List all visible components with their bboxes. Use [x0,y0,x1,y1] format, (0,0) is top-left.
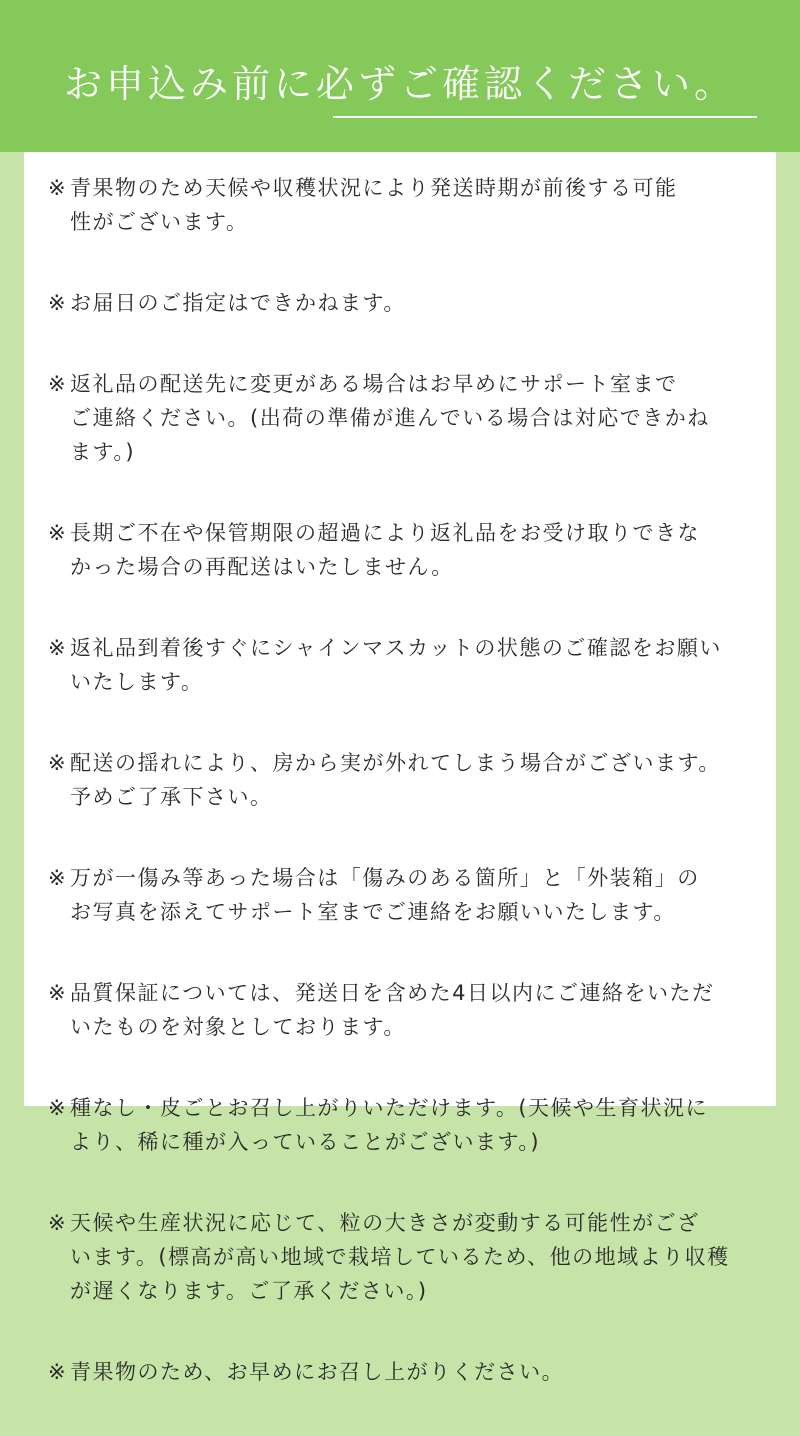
notice-list [48,171,760,1436]
notice-text: 青果物のため、お早めにお召し上がりください。 [70,1360,565,1384]
notice-text: 返礼品の配送先に変更がある場合はお早めにサポート室まで ご連絡ください。(出荷の準備が進んでいる場合は対応できかね ます。) [70,372,710,464]
notice-item-seasonal-shipping [48,171,760,239]
notice-item-damage-photos [48,861,760,929]
note-mark: ※ [48,1360,68,1384]
note-mark: ※ [48,1096,68,1120]
notice-text: 品質保証については、発送日を含めた4日以内にご連絡をいただ いたものを対象としております。 [70,981,715,1039]
title-underline [333,116,757,118]
note-mark: ※ [48,372,68,396]
note-mark: ※ [48,981,68,1005]
notice-item-no-delivery-date [48,286,760,320]
notice-item-no-redelivery [48,516,760,584]
note-mark: ※ [48,176,68,200]
note-mark: ※ [48,866,68,890]
notice-item-seedless-skin [48,1091,760,1159]
note-mark: ※ [48,521,68,545]
header-banner [0,0,800,152]
notice-text: 種なし・皮ごとお召し上がりいただけます。(天候や生育状況に より、稀に種が入っていることがございます。) [70,1096,709,1154]
notice-item-grapes-detached [48,746,760,814]
note-mark: ※ [48,636,68,660]
notice-item-check-on-arrival [48,631,760,699]
notice-item-eat-soon [48,1355,760,1389]
notice-text: 返礼品到着後すぐにシャインマスカットの状態のご確認をお願い いたします。 [70,636,722,694]
notice-item-grape-size [48,1206,760,1308]
notice-text: 万が一傷み等あった場合は「傷みのある箇所」と「外装箱」の お写真を添えてサポート室までご連絡をお願いいたします。 [70,866,700,924]
note-mark: ※ [48,1211,68,1235]
notice-text: 配送の揺れにより、房から実が外れてしまう場合がございます。 予めご了承下さい。 [70,751,721,809]
notice-text: 長期ご不在や保管期限の超過により返礼品をお受け取りできな かった場合の再配送はいたしません。 [70,521,700,579]
note-mark: ※ [48,751,68,775]
page-title: お申込み前に必ずご確認ください。 [63,62,736,106]
notice-text: 青果物のため天候や収穫状況により発送時期が前後する可能 性がございます。 [70,176,678,234]
notice-text: 天候や生産状況に応じて、粒の大きさが変動する可能性がござ います。(標高が高い地域で栽培しているため、他の地域より収穫 が遅くなります。ご了承ください。) [70,1211,730,1303]
notice-item-quality-guarantee [48,976,760,1044]
notice-text: お届日のご指定はできかねます。 [70,291,406,315]
note-mark: ※ [48,291,68,315]
notice-item-address-change [48,367,760,469]
